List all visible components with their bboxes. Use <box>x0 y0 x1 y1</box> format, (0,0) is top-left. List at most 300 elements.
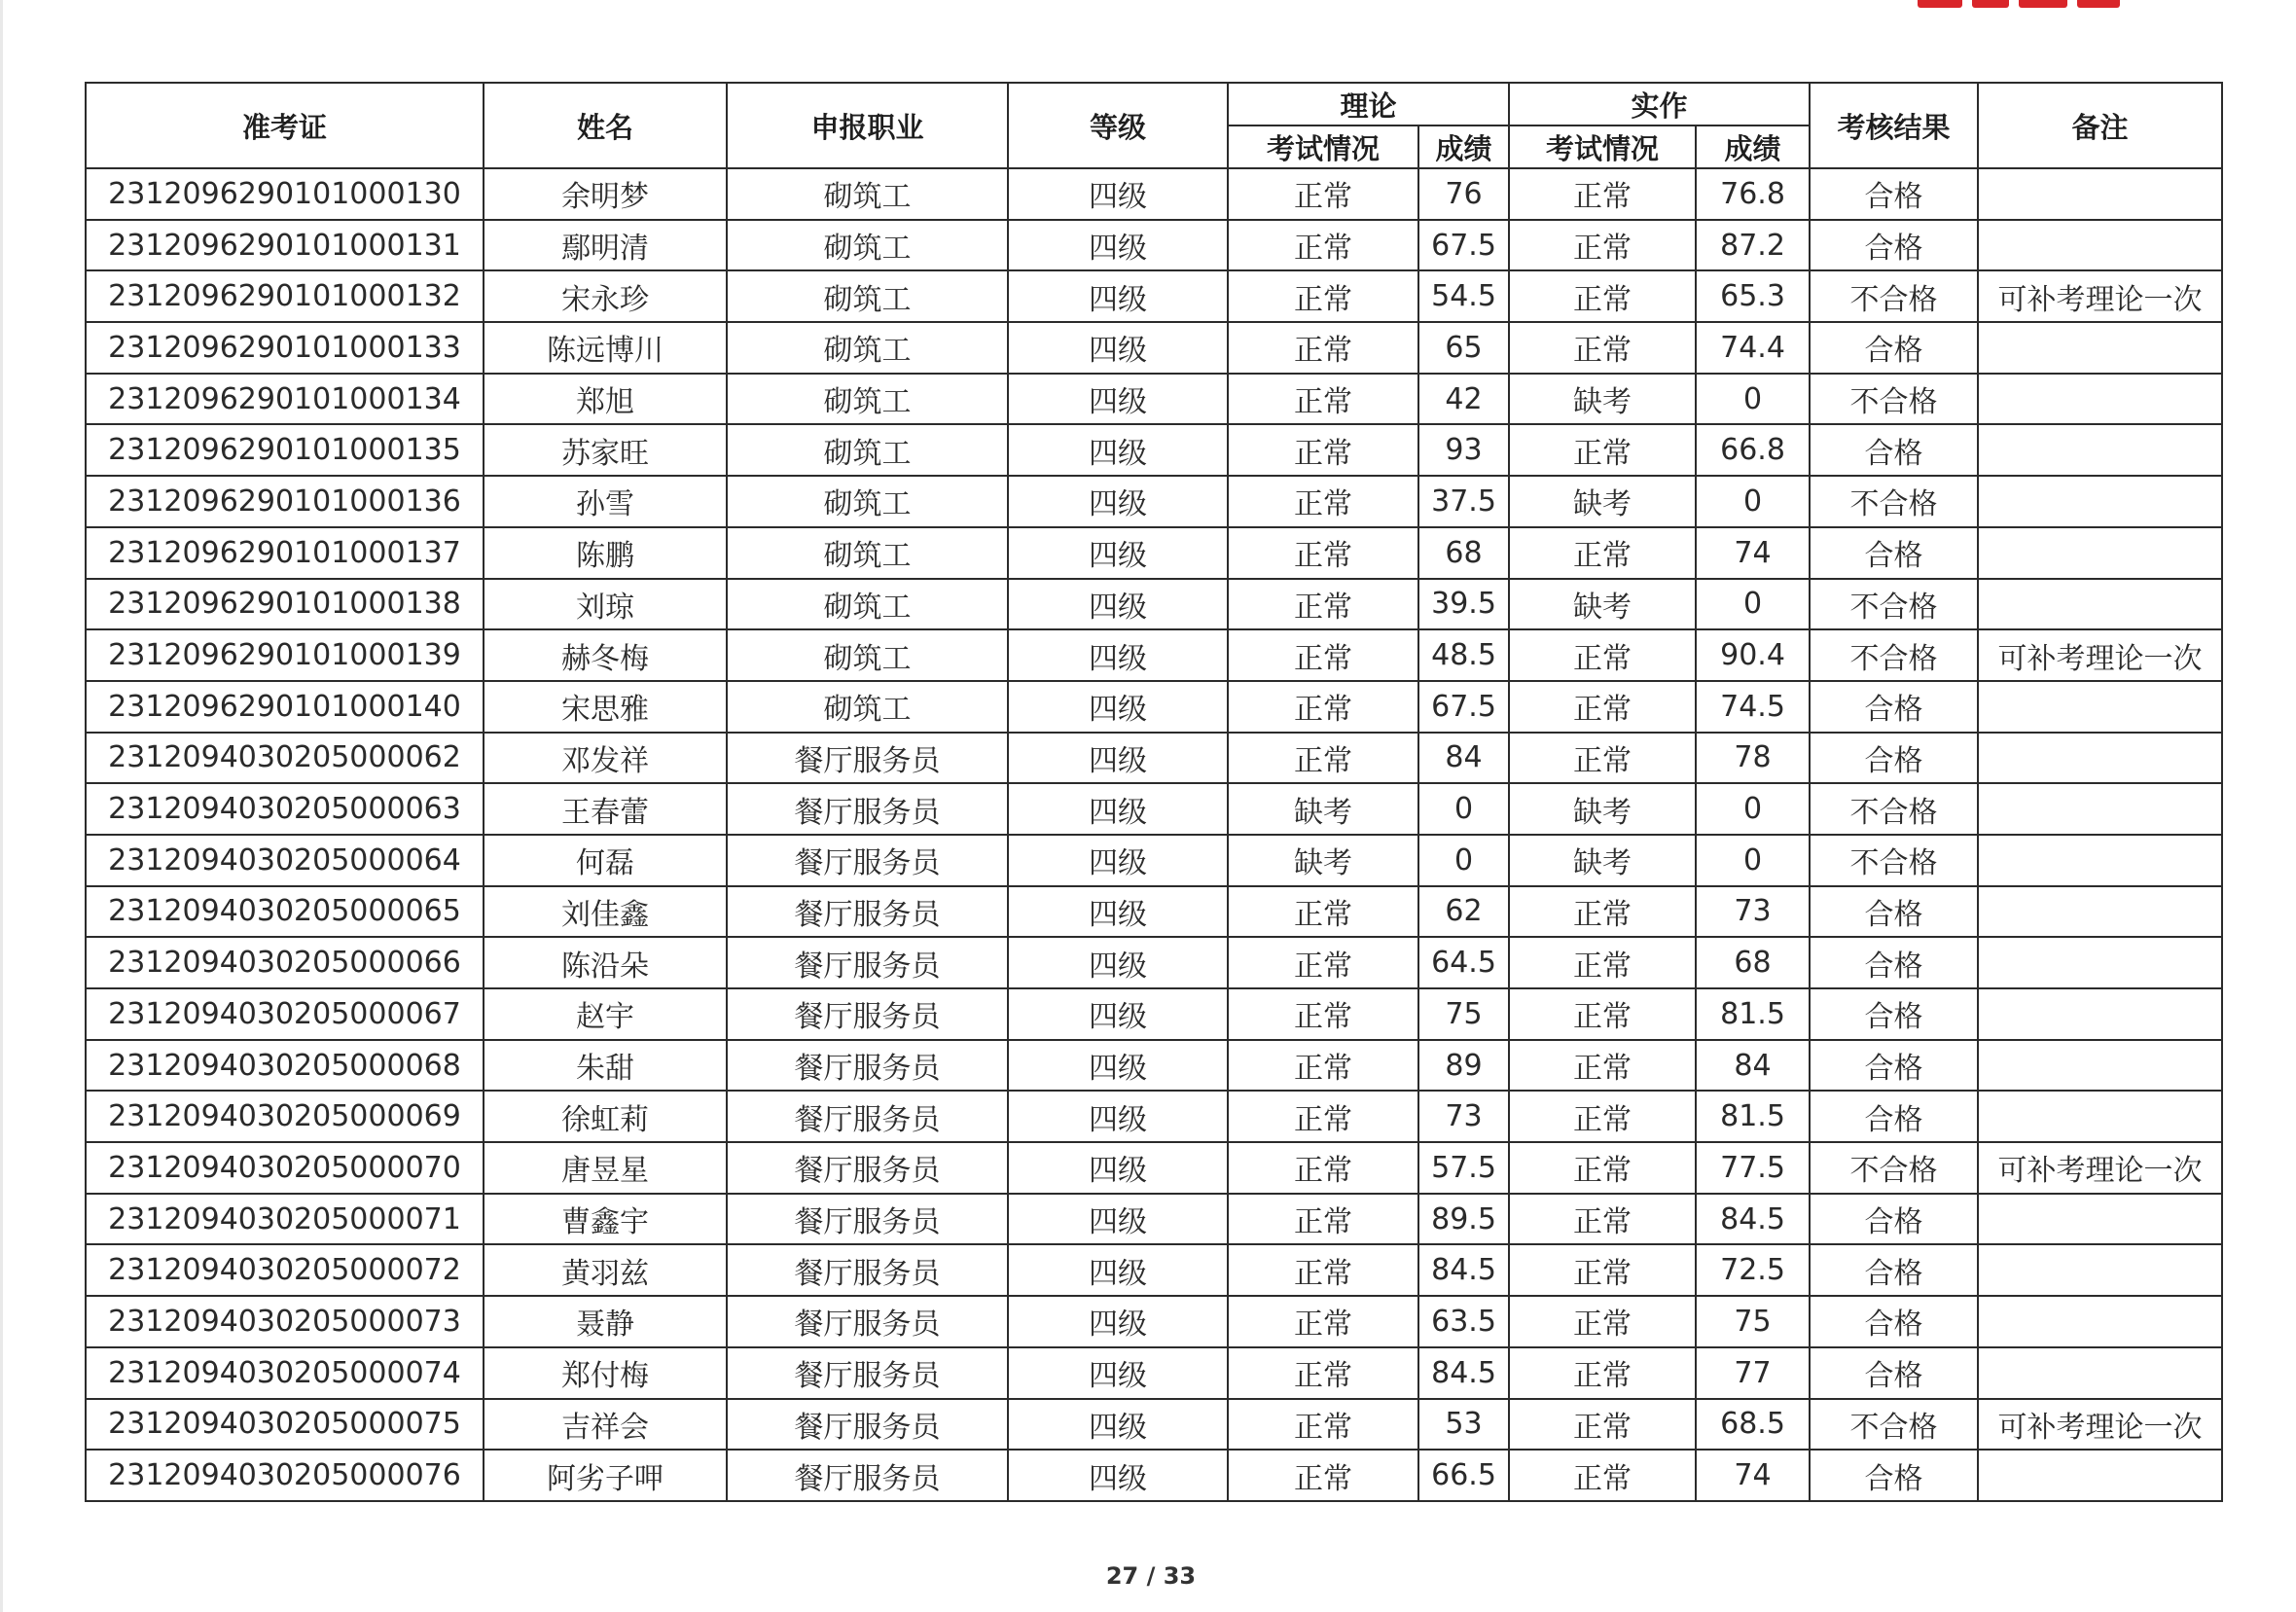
cell-practical-score: 74 <box>1696 1450 1810 1501</box>
cell-level: 四级 <box>1008 1244 1228 1296</box>
cell-level: 四级 <box>1008 527 1228 579</box>
cell-practical-score: 68 <box>1696 937 1810 988</box>
cell-level: 四级 <box>1008 1347 1228 1399</box>
cell-theory-status: 正常 <box>1228 374 1418 425</box>
cell-level: 四级 <box>1008 1450 1228 1501</box>
cell-theory-score: 63.5 <box>1418 1296 1509 1347</box>
cell-remark <box>1978 1296 2222 1347</box>
stamp-glyph <box>2019 0 2067 8</box>
cell-occupation: 餐厅服务员 <box>727 1142 1008 1194</box>
table-row <box>86 988 2222 1040</box>
cell-result: 合格 <box>1810 733 1978 784</box>
cell-result: 合格 <box>1810 168 1978 220</box>
cell-exam-id: 2312096290101000132 <box>86 270 484 322</box>
cell-exam-id: 2312096290101000134 <box>86 374 484 425</box>
table-row <box>86 374 2222 425</box>
cell-theory-score: 62 <box>1418 886 1509 938</box>
cell-remark <box>1978 1347 2222 1399</box>
cell-exam-id: 2312096290101000136 <box>86 476 484 527</box>
cell-practical-status: 正常 <box>1509 733 1696 784</box>
cell-theory-status: 正常 <box>1228 1399 1418 1451</box>
header-remark: 备注 <box>1978 83 2222 168</box>
cell-occupation: 砌筑工 <box>727 168 1008 220</box>
cell-practical-score: 74.5 <box>1696 681 1810 733</box>
cell-result: 不合格 <box>1810 835 1978 886</box>
cell-level: 四级 <box>1008 476 1228 527</box>
cell-remark <box>1978 1450 2222 1501</box>
cell-exam-id: 2312096290101000131 <box>86 220 484 271</box>
cell-name: 郑付梅 <box>484 1347 727 1399</box>
cell-practical-score: 74 <box>1696 527 1810 579</box>
cell-result: 合格 <box>1810 424 1978 476</box>
stamp-glyph <box>2077 0 2120 8</box>
cell-name: 徐虹莉 <box>484 1091 727 1142</box>
cell-occupation: 餐厅服务员 <box>727 1194 1008 1245</box>
cell-name: 陈沿朵 <box>484 937 727 988</box>
cell-practical-status: 正常 <box>1509 1244 1696 1296</box>
page-number: 27 / 33 <box>1105 1562 1197 1590</box>
cell-occupation: 砌筑工 <box>727 476 1008 527</box>
cell-practical-status: 正常 <box>1509 629 1696 681</box>
cell-practical-score: 66.8 <box>1696 424 1810 476</box>
cell-remark: 可补考理论一次 <box>1978 629 2222 681</box>
cell-remark <box>1978 835 2222 886</box>
cell-name: 余明梦 <box>484 168 727 220</box>
cell-remark <box>1978 681 2222 733</box>
cell-name: 何磊 <box>484 835 727 886</box>
cell-result: 不合格 <box>1810 1142 1978 1194</box>
cell-theory-status: 正常 <box>1228 629 1418 681</box>
table-row <box>86 1450 2222 1501</box>
cell-level: 四级 <box>1008 270 1228 322</box>
cell-practical-score: 81.5 <box>1696 1091 1810 1142</box>
table-row <box>86 886 2222 938</box>
cell-practical-score: 0 <box>1696 835 1810 886</box>
cell-exam-id: 2312094030205000062 <box>86 733 484 784</box>
cell-name: 刘佳鑫 <box>484 886 727 938</box>
cell-result: 不合格 <box>1810 579 1978 630</box>
cell-theory-score: 84.5 <box>1418 1347 1509 1399</box>
stamp-glyph <box>1972 0 2009 8</box>
cell-theory-status: 正常 <box>1228 1040 1418 1092</box>
cell-remark <box>1978 374 2222 425</box>
cell-theory-score: 65 <box>1418 322 1509 374</box>
cell-level: 四级 <box>1008 988 1228 1040</box>
cell-practical-status: 正常 <box>1509 424 1696 476</box>
table-row <box>86 937 2222 988</box>
cell-exam-id: 2312094030205000071 <box>86 1194 484 1245</box>
cell-level: 四级 <box>1008 1296 1228 1347</box>
cell-practical-score: 0 <box>1696 476 1810 527</box>
cell-theory-score: 89.5 <box>1418 1194 1509 1245</box>
cell-result: 合格 <box>1810 1450 1978 1501</box>
cell-result: 不合格 <box>1810 476 1978 527</box>
table-row <box>86 1244 2222 1296</box>
cell-practical-status: 缺考 <box>1509 783 1696 835</box>
cell-remark <box>1978 322 2222 374</box>
cell-remark <box>1978 1040 2222 1092</box>
cell-result: 合格 <box>1810 988 1978 1040</box>
cell-theory-score: 48.5 <box>1418 629 1509 681</box>
cell-practical-score: 76.8 <box>1696 168 1810 220</box>
cell-level: 四级 <box>1008 322 1228 374</box>
cell-practical-score: 68.5 <box>1696 1399 1810 1451</box>
cell-remark: 可补考理论一次 <box>1978 270 2222 322</box>
cell-occupation: 餐厅服务员 <box>727 1040 1008 1092</box>
cell-theory-score: 73 <box>1418 1091 1509 1142</box>
cell-occupation: 餐厅服务员 <box>727 1347 1008 1399</box>
cell-theory-status: 正常 <box>1228 1347 1418 1399</box>
cell-remark <box>1978 220 2222 271</box>
cell-theory-score: 0 <box>1418 835 1509 886</box>
cell-exam-id: 2312094030205000067 <box>86 988 484 1040</box>
cell-practical-status: 正常 <box>1509 220 1696 271</box>
cell-name: 郑旭 <box>484 374 727 425</box>
cell-practical-status: 正常 <box>1509 1040 1696 1092</box>
cell-practical-status: 正常 <box>1509 1399 1696 1451</box>
cell-theory-score: 67.5 <box>1418 681 1509 733</box>
table-row <box>86 168 2222 220</box>
cell-practical-status: 正常 <box>1509 681 1696 733</box>
stamp-glyph <box>1918 0 1962 8</box>
cell-occupation: 餐厅服务员 <box>727 1450 1008 1501</box>
cell-practical-score: 73 <box>1696 886 1810 938</box>
cell-remark: 可补考理论一次 <box>1978 1142 2222 1194</box>
cell-result: 合格 <box>1810 1194 1978 1245</box>
cell-name: 唐昱星 <box>484 1142 727 1194</box>
cell-result: 合格 <box>1810 937 1978 988</box>
cell-practical-score: 87.2 <box>1696 220 1810 271</box>
cell-name: 曹鑫宇 <box>484 1194 727 1245</box>
table-row <box>86 1399 2222 1451</box>
cell-theory-score: 37.5 <box>1418 476 1509 527</box>
cell-occupation: 砌筑工 <box>727 681 1008 733</box>
cell-exam-id: 2312094030205000064 <box>86 835 484 886</box>
cell-practical-score: 72.5 <box>1696 1244 1810 1296</box>
cell-practical-status: 缺考 <box>1509 835 1696 886</box>
header-practical-score: 成绩 <box>1696 125 1810 168</box>
table-row <box>86 424 2222 476</box>
cell-practical-status: 正常 <box>1509 988 1696 1040</box>
cell-level: 四级 <box>1008 220 1228 271</box>
cell-remark <box>1978 1244 2222 1296</box>
cell-occupation: 砌筑工 <box>727 579 1008 630</box>
cell-theory-status: 缺考 <box>1228 783 1418 835</box>
cell-occupation: 餐厅服务员 <box>727 988 1008 1040</box>
table-row <box>86 629 2222 681</box>
cell-level: 四级 <box>1008 168 1228 220</box>
cell-level: 四级 <box>1008 886 1228 938</box>
cell-theory-status: 正常 <box>1228 322 1418 374</box>
table-row <box>86 476 2222 527</box>
cell-exam-id: 2312094030205000068 <box>86 1040 484 1092</box>
cell-theory-status: 正常 <box>1228 1450 1418 1501</box>
cell-practical-status: 正常 <box>1509 270 1696 322</box>
cell-theory-status: 正常 <box>1228 886 1418 938</box>
cell-exam-id: 2312094030205000063 <box>86 783 484 835</box>
cell-level: 四级 <box>1008 1040 1228 1092</box>
red-stamp-fragment <box>1918 0 2151 12</box>
cell-remark <box>1978 937 2222 988</box>
cell-theory-score: 53 <box>1418 1399 1509 1451</box>
cell-result: 不合格 <box>1810 270 1978 322</box>
cell-exam-id: 2312096290101000139 <box>86 629 484 681</box>
cell-exam-id: 2312094030205000070 <box>86 1142 484 1194</box>
cell-result: 合格 <box>1810 681 1978 733</box>
cell-name: 宋思雅 <box>484 681 727 733</box>
cell-occupation: 餐厅服务员 <box>727 1244 1008 1296</box>
cell-practical-status: 正常 <box>1509 1296 1696 1347</box>
cell-occupation: 砌筑工 <box>727 322 1008 374</box>
cell-exam-id: 2312096290101000135 <box>86 424 484 476</box>
cell-theory-status: 正常 <box>1228 1142 1418 1194</box>
cell-exam-id: 2312096290101000138 <box>86 579 484 630</box>
cell-remark <box>1978 733 2222 784</box>
cell-remark: 可补考理论一次 <box>1978 1399 2222 1451</box>
cell-practical-status: 正常 <box>1509 1347 1696 1399</box>
cell-occupation: 砌筑工 <box>727 424 1008 476</box>
cell-practical-score: 0 <box>1696 783 1810 835</box>
cell-practical-status: 正常 <box>1509 1142 1696 1194</box>
cell-practical-score: 81.5 <box>1696 988 1810 1040</box>
cell-theory-score: 54.5 <box>1418 270 1509 322</box>
cell-level: 四级 <box>1008 629 1228 681</box>
table-row <box>86 1347 2222 1399</box>
cell-name: 孙雪 <box>484 476 727 527</box>
cell-remark <box>1978 886 2222 938</box>
cell-theory-status: 正常 <box>1228 937 1418 988</box>
cell-level: 四级 <box>1008 733 1228 784</box>
cell-theory-score: 42 <box>1418 374 1509 425</box>
cell-theory-status: 正常 <box>1228 527 1418 579</box>
cell-practical-status: 缺考 <box>1509 374 1696 425</box>
cell-level: 四级 <box>1008 1142 1228 1194</box>
cell-remark <box>1978 424 2222 476</box>
cell-theory-status: 正常 <box>1228 476 1418 527</box>
table-row <box>86 270 2222 322</box>
cell-name: 鄢明清 <box>484 220 727 271</box>
cell-theory-score: 39.5 <box>1418 579 1509 630</box>
header-row-top <box>86 83 2222 125</box>
cell-level: 四级 <box>1008 681 1228 733</box>
header-theory-score: 成绩 <box>1418 125 1509 168</box>
cell-remark <box>1978 579 2222 630</box>
header-practical: 实作 <box>1509 83 1810 125</box>
cell-name: 朱甜 <box>484 1040 727 1092</box>
cell-exam-id: 2312094030205000076 <box>86 1450 484 1501</box>
cell-result: 合格 <box>1810 1347 1978 1399</box>
cell-theory-status: 正常 <box>1228 579 1418 630</box>
table-row <box>86 733 2222 784</box>
cell-practical-status: 正常 <box>1509 1194 1696 1245</box>
cell-level: 四级 <box>1008 1194 1228 1245</box>
cell-theory-score: 84.5 <box>1418 1244 1509 1296</box>
table-row <box>86 1142 2222 1194</box>
cell-name: 赫冬梅 <box>484 629 727 681</box>
cell-practical-status: 正常 <box>1509 886 1696 938</box>
table-row <box>86 1040 2222 1092</box>
cell-practical-score: 90.4 <box>1696 629 1810 681</box>
cell-result: 合格 <box>1810 886 1978 938</box>
cell-practical-score: 77.5 <box>1696 1142 1810 1194</box>
table-row <box>86 579 2222 630</box>
cell-name: 陈鹏 <box>484 527 727 579</box>
cell-theory-status: 正常 <box>1228 733 1418 784</box>
cell-theory-score: 93 <box>1418 424 1509 476</box>
header-occupation: 申报职业 <box>727 83 1008 168</box>
cell-level: 四级 <box>1008 783 1228 835</box>
cell-occupation: 餐厅服务员 <box>727 937 1008 988</box>
cell-theory-score: 89 <box>1418 1040 1509 1092</box>
header-theory-status: 考试情况 <box>1228 125 1418 168</box>
cell-practical-score: 84.5 <box>1696 1194 1810 1245</box>
cell-exam-id: 2312096290101000140 <box>86 681 484 733</box>
cell-exam-id: 2312094030205000072 <box>86 1244 484 1296</box>
cell-level: 四级 <box>1008 1091 1228 1142</box>
cell-theory-score: 67.5 <box>1418 220 1509 271</box>
table-row <box>86 835 2222 886</box>
cell-practical-status: 缺考 <box>1509 476 1696 527</box>
cell-result: 合格 <box>1810 527 1978 579</box>
cell-result: 合格 <box>1810 1244 1978 1296</box>
table-row <box>86 527 2222 579</box>
cell-level: 四级 <box>1008 1399 1228 1451</box>
cell-name: 王春蕾 <box>484 783 727 835</box>
cell-occupation: 餐厅服务员 <box>727 1399 1008 1451</box>
header-name: 姓名 <box>484 83 727 168</box>
table-row <box>86 322 2222 374</box>
cell-theory-status: 正常 <box>1228 1194 1418 1245</box>
cell-occupation: 砌筑工 <box>727 374 1008 425</box>
cell-remark <box>1978 476 2222 527</box>
cell-exam-id: 2312094030205000075 <box>86 1399 484 1451</box>
cell-practical-score: 77 <box>1696 1347 1810 1399</box>
cell-theory-status: 正常 <box>1228 424 1418 476</box>
cell-practical-score: 65.3 <box>1696 270 1810 322</box>
exam-results-table <box>85 82 2223 1502</box>
cell-theory-status: 正常 <box>1228 168 1418 220</box>
cell-occupation: 砌筑工 <box>727 527 1008 579</box>
cell-exam-id: 2312096290101000133 <box>86 322 484 374</box>
cell-theory-score: 75 <box>1418 988 1509 1040</box>
cell-theory-status: 正常 <box>1228 270 1418 322</box>
cell-theory-score: 64.5 <box>1418 937 1509 988</box>
cell-practical-status: 缺考 <box>1509 579 1696 630</box>
table-row <box>86 1091 2222 1142</box>
cell-theory-status: 正常 <box>1228 1091 1418 1142</box>
cell-result: 合格 <box>1810 1040 1978 1092</box>
cell-exam-id: 2312094030205000065 <box>86 886 484 938</box>
cell-occupation: 砌筑工 <box>727 629 1008 681</box>
cell-practical-status: 正常 <box>1509 322 1696 374</box>
cell-practical-status: 正常 <box>1509 527 1696 579</box>
cell-result: 合格 <box>1810 1091 1978 1142</box>
cell-name: 黄羽兹 <box>484 1244 727 1296</box>
table-row <box>86 681 2222 733</box>
cell-theory-status: 正常 <box>1228 681 1418 733</box>
cell-practical-score: 84 <box>1696 1040 1810 1092</box>
cell-level: 四级 <box>1008 937 1228 988</box>
cell-occupation: 砌筑工 <box>727 220 1008 271</box>
cell-exam-id: 2312096290101000137 <box>86 527 484 579</box>
cell-theory-score: 66.5 <box>1418 1450 1509 1501</box>
cell-exam-id: 2312096290101000130 <box>86 168 484 220</box>
cell-remark <box>1978 168 2222 220</box>
cell-name: 宋永珍 <box>484 270 727 322</box>
cell-occupation: 砌筑工 <box>727 270 1008 322</box>
cell-remark <box>1978 988 2222 1040</box>
cell-occupation: 餐厅服务员 <box>727 783 1008 835</box>
table-header <box>86 83 2222 168</box>
cell-name: 邓发祥 <box>484 733 727 784</box>
cell-name: 聂静 <box>484 1296 727 1347</box>
table-row <box>86 220 2222 271</box>
cell-exam-id: 2312094030205000073 <box>86 1296 484 1347</box>
cell-practical-status: 正常 <box>1509 168 1696 220</box>
cell-remark <box>1978 1194 2222 1245</box>
header-practical-status: 考试情况 <box>1509 125 1696 168</box>
cell-practical-score: 75 <box>1696 1296 1810 1347</box>
cell-theory-score: 84 <box>1418 733 1509 784</box>
cell-occupation: 餐厅服务员 <box>727 1296 1008 1347</box>
cell-practical-score: 0 <box>1696 374 1810 425</box>
table-row <box>86 1296 2222 1347</box>
cell-theory-status: 缺考 <box>1228 835 1418 886</box>
cell-result: 不合格 <box>1810 1399 1978 1451</box>
cell-result: 合格 <box>1810 220 1978 271</box>
cell-theory-status: 正常 <box>1228 1244 1418 1296</box>
cell-level: 四级 <box>1008 424 1228 476</box>
cell-theory-status: 正常 <box>1228 988 1418 1040</box>
cell-result: 不合格 <box>1810 629 1978 681</box>
cell-practical-status: 正常 <box>1509 937 1696 988</box>
cell-remark <box>1978 527 2222 579</box>
cell-occupation: 餐厅服务员 <box>727 733 1008 784</box>
header-theory: 理论 <box>1228 83 1509 125</box>
cell-result: 合格 <box>1810 1296 1978 1347</box>
cell-occupation: 餐厅服务员 <box>727 835 1008 886</box>
cell-result: 不合格 <box>1810 374 1978 425</box>
cell-remark <box>1978 783 2222 835</box>
cell-practical-score: 78 <box>1696 733 1810 784</box>
table-row <box>86 1194 2222 1245</box>
cell-theory-status: 正常 <box>1228 220 1418 271</box>
cell-exam-id: 2312094030205000069 <box>86 1091 484 1142</box>
cell-occupation: 餐厅服务员 <box>727 886 1008 938</box>
cell-name: 吉祥会 <box>484 1399 727 1451</box>
cell-name: 赵宇 <box>484 988 727 1040</box>
cell-level: 四级 <box>1008 374 1228 425</box>
cell-practical-status: 正常 <box>1509 1450 1696 1501</box>
table-body <box>86 168 2222 1501</box>
header-level: 等级 <box>1008 83 1228 168</box>
cell-theory-status: 正常 <box>1228 1296 1418 1347</box>
cell-theory-score: 57.5 <box>1418 1142 1509 1194</box>
cell-remark <box>1978 1091 2222 1142</box>
cell-practical-status: 正常 <box>1509 1091 1696 1142</box>
cell-name: 陈远博川 <box>484 322 727 374</box>
cell-name: 苏家旺 <box>484 424 727 476</box>
cell-practical-score: 0 <box>1696 579 1810 630</box>
cell-result: 合格 <box>1810 322 1978 374</box>
table-row <box>86 783 2222 835</box>
cell-exam-id: 2312094030205000066 <box>86 937 484 988</box>
cell-level: 四级 <box>1008 579 1228 630</box>
header-exam-id: 准考证 <box>86 83 484 168</box>
cell-theory-score: 68 <box>1418 527 1509 579</box>
cell-level: 四级 <box>1008 835 1228 886</box>
cell-theory-score: 0 <box>1418 783 1509 835</box>
